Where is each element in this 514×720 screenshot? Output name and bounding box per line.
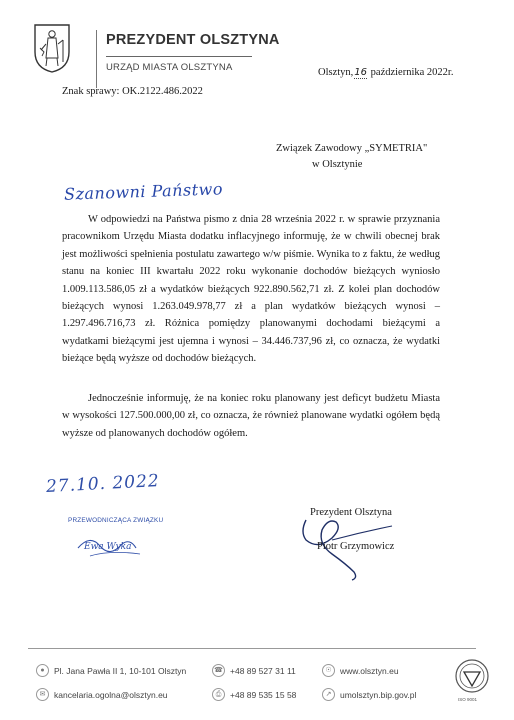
addressee-name: Związek Zawodowy „SYMETRIA" [276,143,428,154]
office-title: PREZYDENT OLSZTYNA [106,32,280,48]
phone-icon: ☎ [212,664,225,677]
office-subtitle: URZĄD MIASTA OLSZTYNA [106,62,233,73]
handwritten-greeting: Szanowni Państwo [63,179,224,204]
olsztyn-coat-of-arms-icon [32,22,72,74]
footer-email-text[interactable]: kancelaria.ogolna@olsztyn.eu [54,689,168,700]
iso-certification-icon [452,656,492,696]
mayor-role: Prezydent Olsztyna [310,507,392,518]
bip-icon: ↗ [322,688,335,701]
location-icon: ● [36,664,49,677]
footer-rule [28,648,476,649]
footer-fax-text: +48 89 535 15 58 [230,689,297,700]
footer-bip-text[interactable]: umolsztyn.bip.gov.pl [340,689,417,700]
header-rule [106,56,252,57]
footer-phone-text: +48 89 527 31 11 [230,665,296,676]
web-icon: ☉ [322,664,335,677]
letter-date [318,67,453,79]
footer-address-text: Pl. Jana Pawła II 1, 10-101 Olsztyn [54,665,187,676]
mayor-name: Piotr Grzymowicz [317,541,395,552]
footer-website-text[interactable]: www.olsztyn.eu [340,665,399,676]
union-stamp-role: PRZEWODNICZĄCA ZWIĄZKU [68,517,164,524]
date-prefix: Olsztyn, [318,67,354,78]
footer-phone [212,664,296,677]
body-paragraph-1: W odpowiedzi na Państwa pismo z dnia 28 września 2022 r. w sprawie przyznania pracownikom Urzędu Miasta dodatku inflacyjnego informuję, że w chwili obecnej brak jest możliwości spełnienia postulatu zawartego w/w piśmie. Wynika to z faktu, że według stanu na koniec III kwartału 2022 roku wykonanie dochodów bieżących wyniosło 1.009.113.586,05 zł a wydatków bieżących 922.890.562,71 zł. Z kolei plan dochodów bieżących wynosi 1.263.049.978,77 zł a plan wydatków bieżących wynosi – 1.297.496.716,73 zł. Różnica pomiędzy planowanymi dochodami bieżącymi a wydatkami bieżącymi jest ujemna i wynosi – 34.446.737,96 zł, co oznacza, że wydatki bieżące będą wyższe od dochodów bieżących. [62,214,440,365]
union-stamp-name: Ewa Wyka [84,542,132,552]
footer-address [36,664,186,677]
footer-bip[interactable] [322,688,416,701]
fax-icon: ⎙ [212,688,225,701]
iso-cert-label: ISO 9001 [458,697,478,702]
body-paragraph-2: Jednocześnie informuję, że na koniec roku planowany jest deficyt budżetu Miasta w wysokości 127.500.000,00 zł, co oznacza, że również planowane wydatki ogółem będą wyższe od planowanych dochodów ogółem. [62,393,440,439]
case-reference: Znak sprawy: OK.2122.486.2022 [62,86,203,97]
date-suffix: października 2022r. [370,67,454,78]
footer-fax [212,688,296,701]
handwritten-date: 27.10. 2022 [45,471,161,497]
footer-website[interactable] [322,664,399,677]
email-icon: ✉ [36,688,49,701]
date-day: 16 [354,67,368,78]
footer-email[interactable] [36,688,168,701]
addressee-city: w Olsztynie [312,159,363,170]
header-separator [96,30,97,88]
